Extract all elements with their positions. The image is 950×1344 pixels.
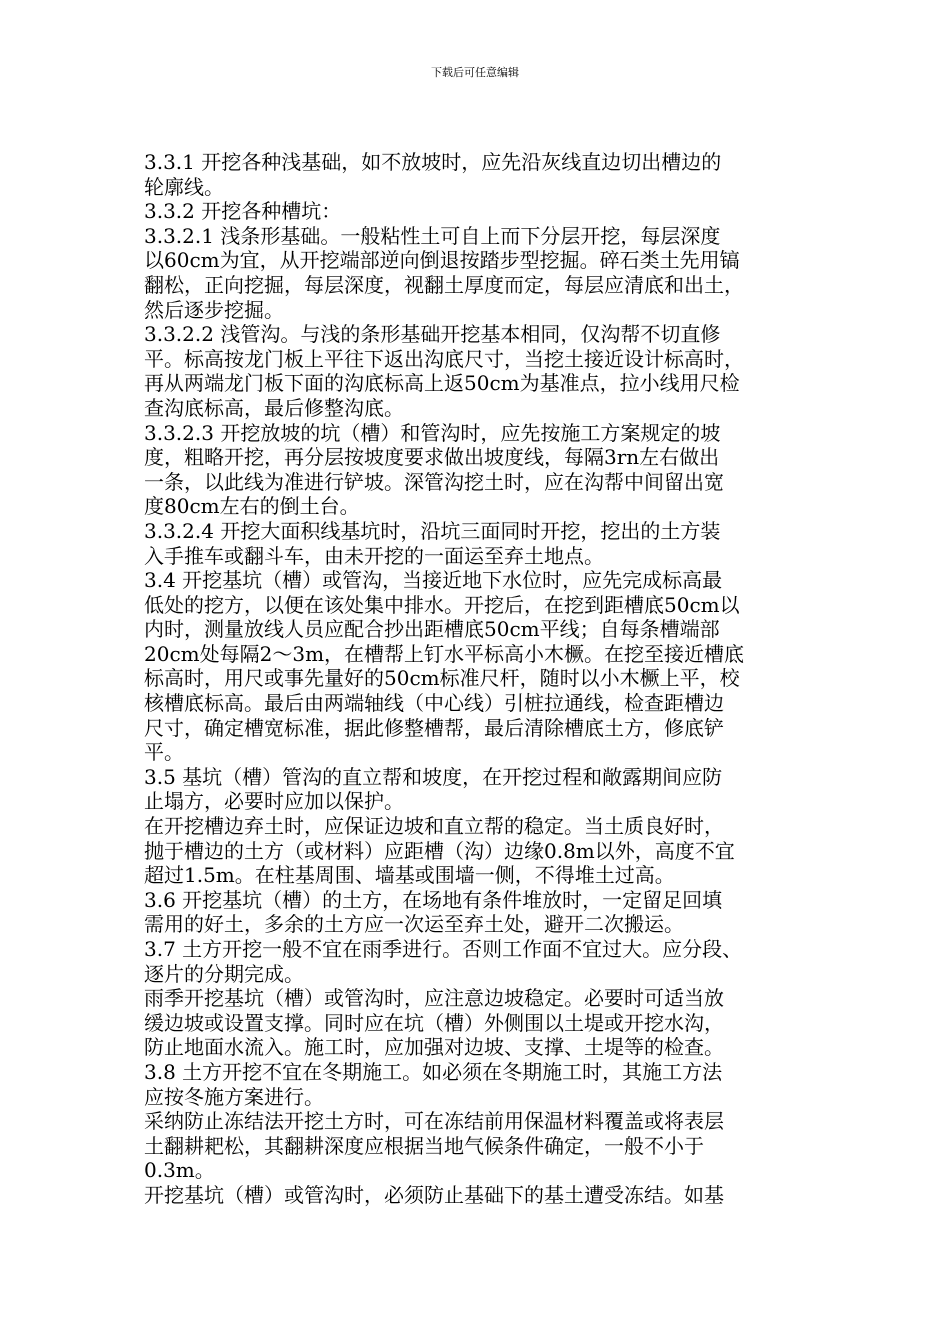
text-line: 雨季开挖基坑（槽）或管沟时，应注意边坡稳定。必要时可适当放 [144,986,724,1011]
text-line: 轮廓线。 [144,174,224,199]
text-line: 3.7 土方开挖一般不宜在雨季进行。否则工作面不宜过大。应分段、 [144,937,743,961]
text-line: 3.3.2.3 开挖放坡的坑（槽）和管沟时，应先按施工方案规定的坡 [144,420,721,445]
text-line: 采纳防止冻结法开挖土方时，可在冻结前用保温材料覆盖或将表层 [144,1109,724,1134]
text-line: 翻松，正向挖掘，每层深度，视翻土厚度而定，每层应清底和出土， [144,272,744,297]
text-line: 3.6 开挖基坑（槽）的土方，在场地有条件堆放时，一定留足回填 [144,887,723,912]
text-line: 一条，以此线为准进行铲坡。深管沟挖土时，应在沟帮中间留出宽 [144,469,724,494]
text-line: 查沟底标高，最后修整沟底。 [144,395,404,420]
text-line: 防止地面水流入。施工时，应加强对边坡、支撑、土堤等的检查。 [144,1035,724,1060]
text-line: 3.5 基坑（槽）管沟的直立帮和坡度，在开挖过程和敞露期间应防 [144,764,723,789]
text-line: 标高时，用尺或事先量好的50cm标准尺杆，随时以小木橛上平，校 [144,666,740,691]
text-line: 度80cm左右的倒土台。 [144,494,360,519]
text-line: 3.3.1 开挖各种浅基础，如不放坡时，应先沿灰线直边切出槽边的 [144,150,722,174]
document-body [144,150,824,1208]
text-line: 度，粗略开挖，再分层按坡度要求做出坡度线，每隔3rn左右做出 [144,445,720,470]
text-line: 低处的挖方，以便在该处集中排水。开挖后，在挖到距槽底50cm以 [144,592,740,617]
text-line: 开挖基坑（槽）或管沟时，必须防止基础下的基土遭受冻结。如基 [144,1182,724,1207]
text-line: 内时，测量放线人员应配合抄出距槽底50cm平线；自每条槽端部 [144,617,720,642]
text-line: 入手推车或翻斗车，由未开挖的一面运至弃土地点。 [144,543,604,568]
text-line: 3.3.2.4 开挖大面积线基坑时，沿坑三面同时开挖，挖出的土方装 [144,518,721,543]
text-line: 在开挖槽边弃土时，应保证边坡和直立帮的稳定。当土质良好时， [144,814,724,839]
text-line: 尺寸，确定槽宽标准，据此修整槽帮，最后清除槽底土方，修底铲 [144,715,724,740]
text-line: 3.4 开挖基坑（槽）或管沟，当接近地下水位时，应先完成标高最 [144,568,723,593]
text-line: 以60cm为宜，从开挖端部逆向倒退按踏步型挖掘。碎石类土先用镐 [144,248,740,273]
text-line: 逐片的分期完成。 [144,961,304,986]
text-line: 缓边坡或设置支撑。同时应在坑（槽）外侧围以土堤或开挖水沟， [144,1010,724,1035]
text-line: 核槽底标高。最后由两端轴线（中心线）引桩拉通线，检查距槽边 [144,691,724,716]
text-line: 3.3.2 开挖各种槽坑： [144,199,342,224]
text-line: 再从两端龙门板下面的沟底标高上返50cm为基准点，拉小线用尺检 [144,371,740,396]
text-line: 3.8 土方开挖不宜在冬期施工。如必须在冬期施工时，其施工方法 [144,1059,723,1084]
text-line: 3.3.2.2 浅管沟。与浅的条形基础开挖基本相同，仅沟帮不切直修 [144,322,721,347]
page-header: 下载后可任意编辑 [431,66,519,79]
text-line: 3.3.2.1 浅条形基础。一般粘性土可自上而下分层开挖，每层深度 [144,223,721,248]
text-line: 20cm处每隔2～3m，在槽帮上钉水平标高小木橛。在挖至接近槽底 [144,641,745,666]
text-line: 应按冬施方案进行。 [144,1084,324,1109]
text-line: 土翻耕耙松，其翻耕深度应根据当地气候条件确定，一般不小于 [144,1133,704,1158]
text-line: 然后逐步挖掘。 [144,297,284,322]
text-line: 平。 [144,740,184,765]
text-line: 平。标高按龙门板上平往下返出沟底尺寸，当挖土接近设计标高时， [144,346,744,371]
text-line: 抛于槽边的土方（或材料）应距槽（沟）边缘0.8m以外，高度不宜 [144,838,735,863]
text-line: 超过1.5m。在柱基周围、墙基或围墙一侧，不得堆土过高。 [144,863,675,888]
text-line: 0.3m。 [144,1158,215,1183]
text-line: 止塌方，必要时应加以保护。 [144,789,404,814]
text-line: 需用的好土，多余的土方应一次运至弃土处，避开二次搬运。 [144,912,684,937]
